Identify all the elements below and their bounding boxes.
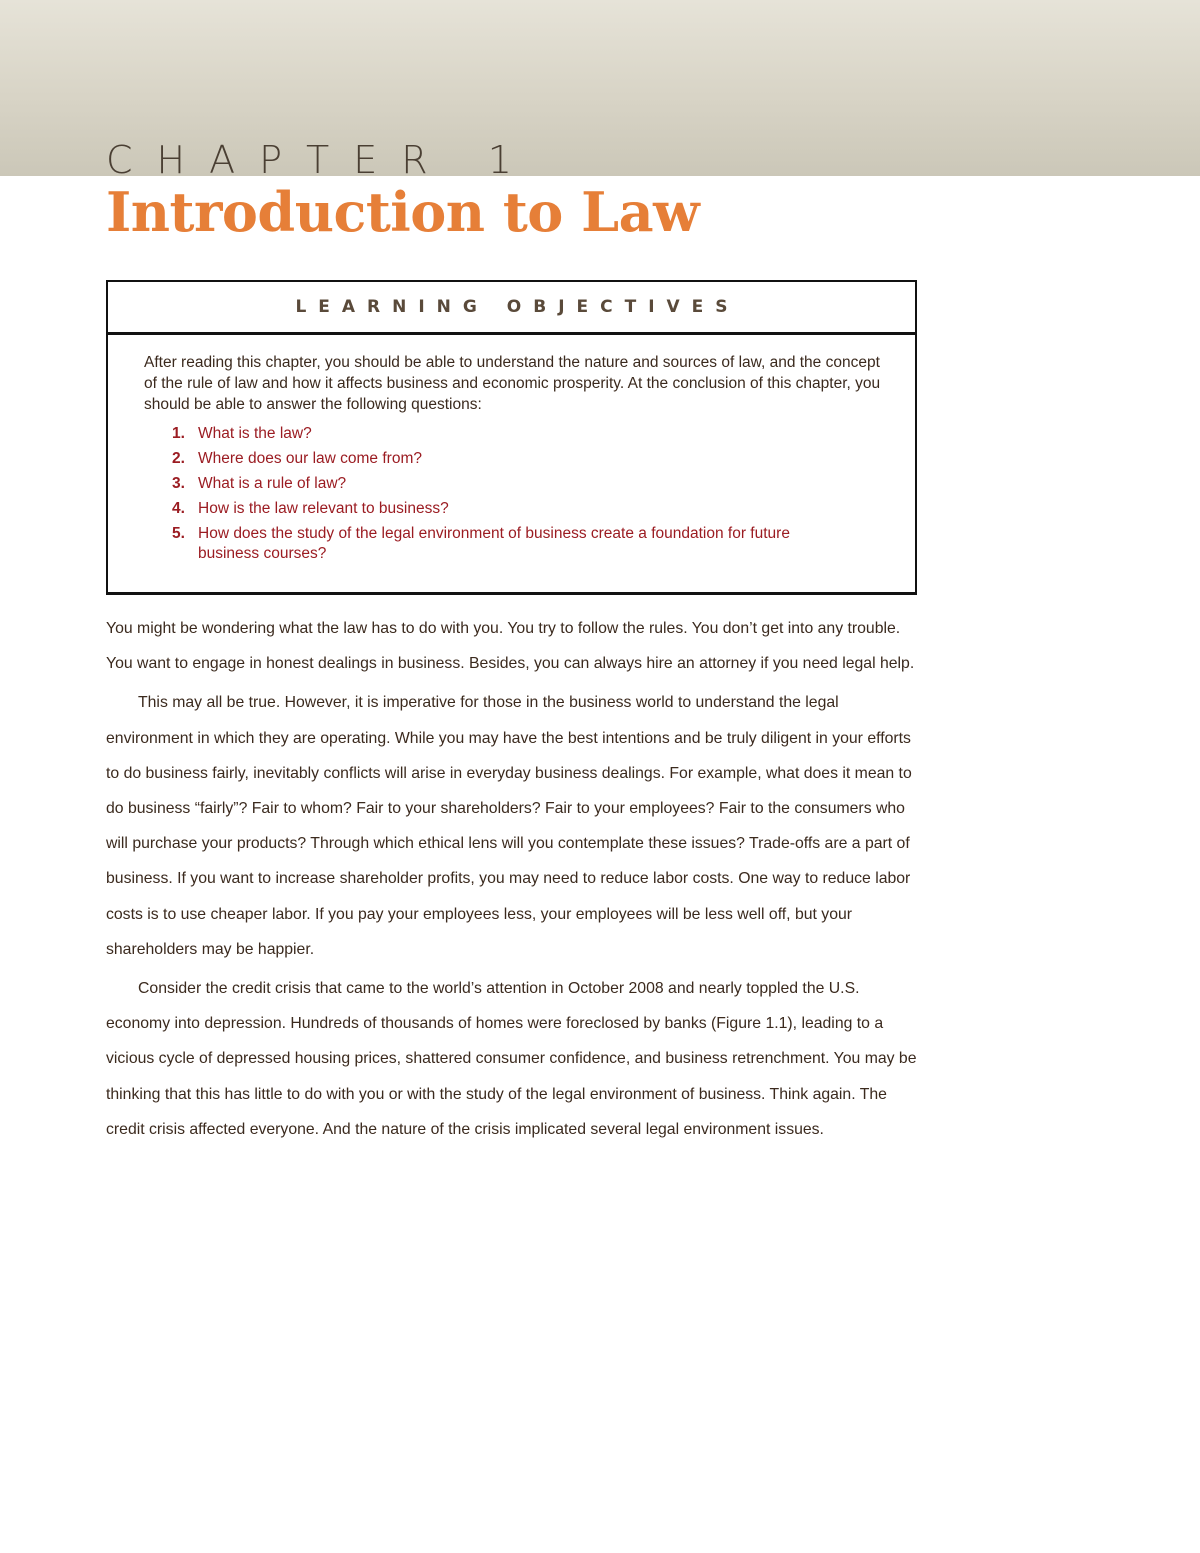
learning-objectives-list <box>172 424 832 569</box>
objective-number: 5. <box>172 525 185 542</box>
objective-text: What is a rule of law? <box>198 475 347 492</box>
learning-objectives-box <box>106 280 917 595</box>
objective-text: Where does our law come from? <box>198 450 422 467</box>
learning-objectives-heading: LEARNING OBJECTIVES <box>295 297 740 317</box>
body-text <box>106 611 921 1151</box>
objective-number: 3. <box>172 475 185 492</box>
learning-objectives-header <box>108 282 915 335</box>
objective-text: What is the law? <box>198 425 312 442</box>
objective-item <box>172 499 832 519</box>
objective-number: 1. <box>172 425 185 442</box>
learning-objectives-intro: After reading this chapter, you should be able to understand the nature and sources of law, and the concept of the rule of law and how it affects business and economic prosperity. At the conclusion of this chapter, you should be able to answer the following questions: <box>144 354 881 413</box>
body-paragraph: You might be wondering what the law has to do with you. You try to follow the rules. You don’t get into any trouble. You want to engage in honest dealings in business. Besides, you can always hire an attorney if you need legal help. <box>106 620 915 673</box>
chapter-label: CHAPTER 1 <box>106 138 536 182</box>
objective-item <box>172 424 832 444</box>
objective-text: How does the study of the legal environment of business create a foundation for future business courses? <box>198 525 790 562</box>
objective-number: 2. <box>172 450 185 467</box>
objective-item <box>172 474 832 494</box>
objective-text: How is the law relevant to business? <box>198 500 449 517</box>
objective-item <box>172 524 832 564</box>
objective-number: 4. <box>172 500 185 517</box>
body-paragraph: Consider the credit crisis that came to the world’s attention in October 2008 and nearly toppled the U.S. economy into depression. Hundreds of thousands of homes were foreclosed by banks (Figure 1.1), leading to a vicious cycle of depressed housing prices, shattered consumer confidence, and business retrenchment. You may be thinking that this has little to do with you or with the study of the legal environment of business. Think again. The credit crisis affected everyone. And the nature of the crisis implicated several legal environment issues. <box>106 980 917 1138</box>
body-paragraph: This may all be true. However, it is imperative for those in the business world to understand the legal environment in which they are operating. While you may have the best intentions and be truly diligent in your efforts to do business fairly, inevitably conflicts will arise in everyday business dealings. For example, what does it mean to do business “fairly”? Fair to whom? Fair to your shareholders? Fair to your employees? Fair to the consumers who will purchase your products? Through which ethical lens will you contemplate these issues? Trade-offs are a part of business. If you want to increase shareholder profits, you may need to reduce labor costs. One way to reduce labor costs is to use cheaper labor. If you pay your employees less, your employees will be less well off, but your shareholders may be happier. <box>106 694 912 958</box>
chapter-title: Introduction to Law <box>106 180 700 244</box>
objective-item <box>172 449 832 469</box>
